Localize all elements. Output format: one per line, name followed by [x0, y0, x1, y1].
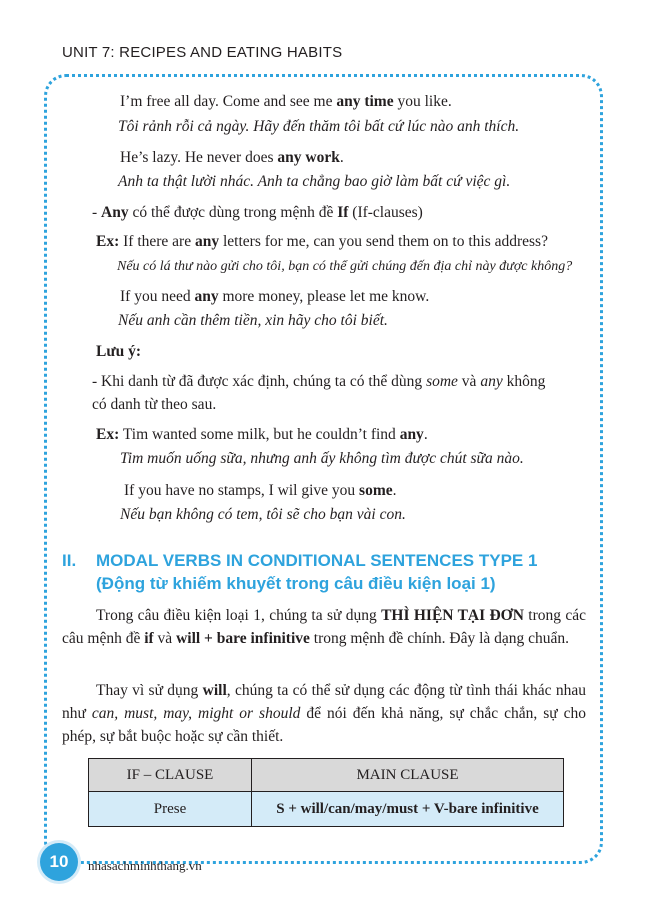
example-translation: Nếu anh cần thêm tiền, xin hãy cho tôi biết. [118, 312, 388, 329]
table-header-row [89, 759, 564, 792]
example-translation: Nếu có lá thư nào gửi cho tôi, bạn có thể gửi chúng đến địa chỉ này được không? [117, 259, 573, 274]
example-translation: Tim muốn uống sữa, nhưng anh ấy không tìm được chút sữa nào. [120, 450, 524, 467]
rule-line: có danh từ theo sau. [92, 396, 217, 413]
rule-line: - Any có thể được dùng trong mệnh đề If (If-clauses) [92, 204, 423, 221]
note-heading: Lưu ý: [96, 343, 142, 360]
table-cell: Prese [89, 792, 252, 827]
example-sentence: He’s lazy. He never does any work. [120, 149, 344, 166]
paragraph: Trong câu điều kiện loại 1, chúng ta sử dụng THÌ HIỆN TẠI ĐƠN trong các câu mệnh đề if và will + bare infinitive trong mệnh đề chính. Đây là dạng chuẩn. [62, 607, 586, 647]
table-row [89, 792, 564, 827]
example-sentence: Ex: Tim wanted some milk, but he couldn’t find any. [96, 426, 428, 443]
example-sentence: I’m free all day. Come and see me any time you like. [120, 93, 452, 110]
unit-header: UNIT 7: RECIPES AND EATING HABITS [62, 44, 343, 61]
conditional-table [88, 758, 564, 827]
table-cell: S + will/can/may/must + V-bare infinitive [252, 792, 564, 827]
example-translation: Anh ta thật lười nhác. Anh ta chẳng bao giờ làm bất cứ việc gì. [118, 173, 511, 190]
page-number: 10 [40, 843, 78, 881]
paragraph: Thay vì sử dụng will, chúng ta có thể sử dụng các động từ tình thái khác nhau như can, must, may, might or should để nói đến khả năng, sự chắc chắn, sự cho phép, sự bắt buộc hoặc sự cần thiết. [62, 682, 587, 745]
example-translation: Nếu bạn không có tem, tôi sẽ cho bạn vài con. [120, 506, 406, 523]
table-header-cell: MAIN CLAUSE [252, 759, 564, 792]
section-subtitle: (Động từ khiếm khuyết trong câu điều kiện loại 1) [96, 574, 496, 593]
example-translation: Tôi rảnh rỗi cả ngày. Hãy đến thăm tôi bất cứ lúc nào anh thích. [118, 118, 520, 135]
section-title: MODAL VERBS IN CONDITIONAL SENTENCES TYPE 1 [96, 551, 538, 570]
example-sentence: If you have no stamps, I wil give you some. [124, 482, 397, 499]
rule-line: - Khi danh từ đã được xác định, chúng ta có thể dùng some và any không [92, 373, 546, 390]
example-sentence: Ex: If there are any letters for me, can you send them on to this address? [96, 233, 548, 250]
table-header-cell: IF – CLAUSE [89, 759, 252, 792]
website-footer: nhasachminhthang.vn [88, 858, 202, 873]
section-number: II. [62, 551, 77, 570]
example-sentence: If you need any more money, please let me know. [120, 288, 430, 305]
